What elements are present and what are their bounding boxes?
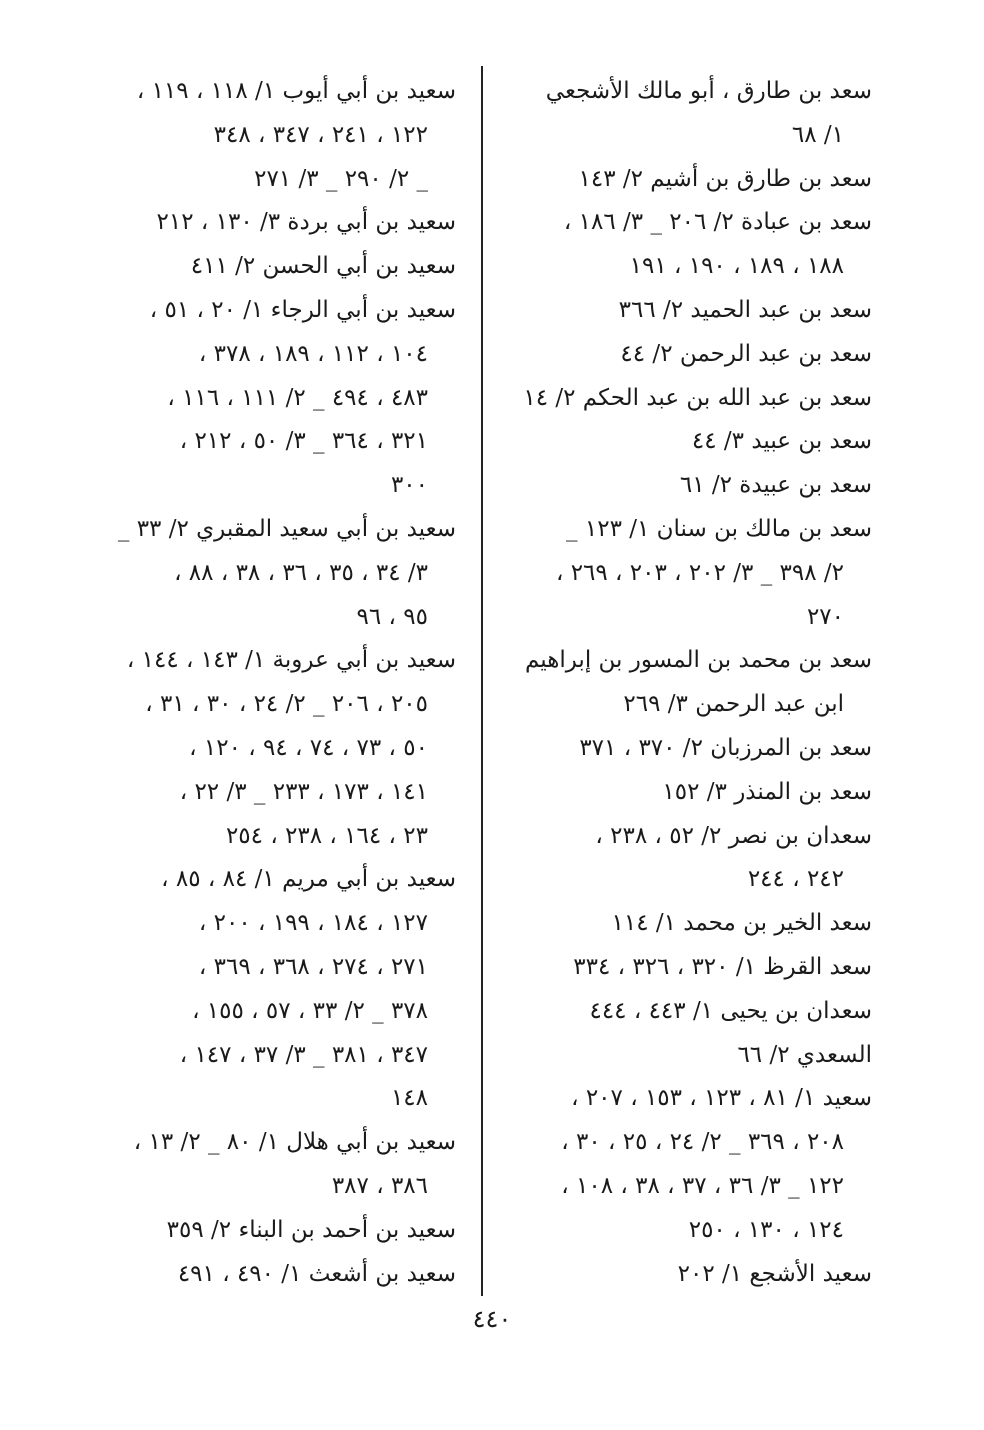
entry-continuation-line: ٢٠٨ ، ٣٦٩ _ ٢/ ٢٤ ، ٢٥ ، ٣٠ ، <box>561 1129 844 1156</box>
entry-heading-line: سعدان بن يحيى ١/ ٤٤٣ ، ٤٤٤ <box>589 997 872 1024</box>
entry-heading-line: سعيد بن أبي أيوب ١/ ١١٨ ، ١١٩ ، <box>136 78 456 104</box>
entry-heading-line: سعد بن مالك بن سنان ١/ ١٢٣ _ <box>566 515 872 542</box>
entry-continuation-line: ١٠٤ ، ١١٢ ، ١٨٩ ، ٣٧٨ ، <box>198 340 428 367</box>
entry-continuation-line: ٢٤٢ ، ٢٤٤ <box>747 866 844 893</box>
index-entry <box>502 727 872 771</box>
entry-heading-line: سعد القرظ ١/ ٣٢٠ ، ٣٢٦ ، ٣٣٤ <box>573 953 872 980</box>
entry-continuation-line: ٢٠٥ ، ٢٠٦ _ ٢/ ٢٤ ، ٣٠ ، ٣١ ، <box>145 691 428 718</box>
entry-heading-line: سعيد بن أبي سعيد المقبري ٢/ ٣٣ _ <box>117 515 456 542</box>
entry-heading-line: سعد بن المرزبان ٢/ ٣٧٠ ، ٣٧١ <box>579 734 872 761</box>
left-index-column <box>76 70 456 1296</box>
entry-continuation-line: ١٢٧ ، ١٨٤ ، ١٩٩ ، ٢٠٠ ، <box>198 910 428 937</box>
index-entry <box>76 639 456 858</box>
entry-heading-line: سعد بن طارق ، أبو مالك الأشجعي <box>545 78 872 104</box>
index-entry <box>502 990 872 1034</box>
entry-heading-line: سعد بن عبد الرحمن ٢/ ٤٤ <box>620 340 872 367</box>
index-entry <box>502 464 872 508</box>
index-entry <box>502 377 872 421</box>
entry-heading-line: سعيد بن أبي الرجاء ١/ ٢٠ ، ٥١ ، <box>149 296 456 323</box>
index-entry <box>502 946 872 990</box>
index-entry <box>76 858 456 1121</box>
index-entry <box>502 70 872 158</box>
entry-heading-line: سعد بن عبادة ٢/ ٢٠٦ _ ٣/ ١٨٦ ، <box>563 209 872 236</box>
entry-continuation-line: ٣/ ٣٤ ، ٣٥ ، ٣٦ ، ٣٨ ، ٨٨ ، <box>174 559 428 586</box>
entry-continuation-line: ١٤١ ، ١٧٣ ، ٢٣٣ _ ٣/ ٢٢ ، <box>179 778 428 805</box>
entry-heading-line: سعيد بن أحمد بن البناء ٢/ ٣٥٩ <box>166 1216 456 1243</box>
index-entry <box>76 245 456 289</box>
index-entry <box>502 508 872 639</box>
entry-heading-line: سعيد بن أبي عروبة ١/ ١٤٣ ، ١٤٤ ، <box>126 647 456 674</box>
index-entry <box>502 420 872 464</box>
index-entry <box>502 815 872 903</box>
entry-heading-line: سعد الخير بن محمد ١/ ١١٤ <box>611 910 872 937</box>
column-divider <box>481 66 483 1296</box>
page-number: ٤٤٠ <box>472 1305 512 1333</box>
entry-continuation-line: ٣٢١ ، ٣٦٤ _ ٣/ ٥٠ ، ٢١٢ ، <box>179 428 428 455</box>
index-entry <box>502 1077 872 1252</box>
entry-heading-line: سعد بن عبد الحميد ٢/ ٣٦٦ <box>618 296 872 323</box>
index-entry <box>76 201 456 245</box>
index-entry <box>502 771 872 815</box>
index-entry <box>76 70 456 201</box>
entry-heading-line: سعد بن عبد الله بن عبد الحكم ٢/ ١٤ <box>523 384 872 411</box>
entry-heading-line: سعيد بن أبي هلال ١/ ٨٠ _ ٢/ ١٣ ، <box>133 1129 456 1156</box>
entry-continuation-line: ١٢٢ _ ٣/ ٣٦ ، ٣٧ ، ٣٨ ، ١٠٨ ، <box>561 1172 844 1199</box>
index-entry <box>502 1253 872 1297</box>
entry-continuation-line: ٣٠٠ <box>390 472 428 499</box>
entry-heading-line: سعد بن محمد بن المسور بن إبراهيم <box>524 647 872 674</box>
entry-heading-line: سعيد بن أبي مريم ١/ ٨٤ ، ٨٥ ، <box>161 866 456 893</box>
index-entry <box>502 289 872 333</box>
index-entry <box>502 902 872 946</box>
entry-continuation-line: ٤٨٣ ، ٤٩٤ _ ٢/ ١١١ ، ١١٦ ، <box>167 384 428 411</box>
entry-continuation-line: ٩٥ ، ٩٦ <box>356 603 428 630</box>
index-entry <box>502 158 872 202</box>
entry-continuation-line: ١٢٤ ، ١٣٠ ، ٢٥٠ <box>688 1216 844 1243</box>
entry-continuation-line: ابن عبد الرحمن ٣/ ٢٦٩ <box>623 691 844 718</box>
entry-heading-line: سعد بن المنذر ٣/ ١٥٢ <box>662 778 872 805</box>
index-entry <box>76 508 456 639</box>
index-entry <box>76 289 456 508</box>
entry-heading-line: سعيد بن أشعث ١/ ٤٩٠ ، ٤٩١ <box>177 1260 456 1287</box>
entry-heading-line: سعيد ١/ ٨١ ، ١٢٣ ، ١٥٣ ، ٢٠٧ ، <box>571 1085 872 1112</box>
index-entry <box>76 1121 456 1209</box>
entry-heading-line: سعيد بن أبي الحسن ٢/ ٤١١ <box>190 253 456 280</box>
entry-continuation-line: _ ٢/ ٢٩٠ _ ٣/ ٢٧١ <box>254 165 428 192</box>
entry-heading-line: سعيد الأشجع ١/ ٢٠٢ <box>677 1260 872 1287</box>
entry-heading-line: سعدان بن نصر ٢/ ٥٢ ، ٢٣٨ ، <box>595 822 872 849</box>
entry-continuation-line: ٢٧١ ، ٢٧٤ ، ٣٦٨ ، ٣٦٩ ، <box>198 953 428 980</box>
index-entry <box>502 639 872 727</box>
entry-continuation-line: ٢/ ٣٩٨ _ ٣/ ٢٠٢ ، ٢٠٣ ، ٢٦٩ ، <box>555 559 844 586</box>
index-entry <box>76 1253 456 1297</box>
index-entry <box>76 1209 456 1253</box>
entry-heading-line: سعد بن عبيدة ٢/ ٦١ <box>679 472 872 499</box>
entry-continuation-line: ١٢٢ ، ٢٤١ ، ٣٤٧ ، ٣٤٨ <box>213 121 428 148</box>
entry-continuation-line: ١/ ٦٨ <box>791 121 844 148</box>
entry-continuation-line: ٣٧٨ _ ٢/ ٣٣ ، ٥٧ ، ١٥٥ ، <box>192 997 428 1024</box>
index-entry <box>502 333 872 377</box>
index-entry <box>502 1034 872 1078</box>
entry-continuation-line: ٣٨٦ ، ٣٨٧ <box>331 1172 428 1199</box>
entry-continuation-line: ٢٧٠ <box>806 603 844 630</box>
right-index-column <box>502 70 872 1296</box>
index-entry <box>502 201 872 289</box>
entry-continuation-line: ١٤٨ <box>390 1085 428 1112</box>
entry-continuation-line: ٢٣ ، ١٦٤ ، ٢٣٨ ، ٢٥٤ <box>225 822 428 849</box>
entry-continuation-line: ١٨٨ ، ١٨٩ ، ١٩٠ ، ١٩١ <box>629 253 844 280</box>
entry-continuation-line: ٣٤٧ ، ٣٨١ _ ٣/ ٣٧ ، ١٤٧ ، <box>179 1041 428 1068</box>
entry-heading-line: سعيد بن أبي بردة ٣/ ١٣٠ ، ٢١٢ <box>156 209 456 236</box>
entry-continuation-line: ٥٠ ، ٧٣ ، ٧٤ ، ٩٤ ، ١٢٠ ، <box>189 734 428 761</box>
entry-heading-line: سعد بن طارق بن أشيم ٢/ ١٤٣ <box>578 165 872 192</box>
entry-heading-line: السعدي ٢/ ٦٦ <box>737 1041 872 1068</box>
entry-heading-line: سعد بن عبيد ٣/ ٤٤ <box>691 428 872 455</box>
